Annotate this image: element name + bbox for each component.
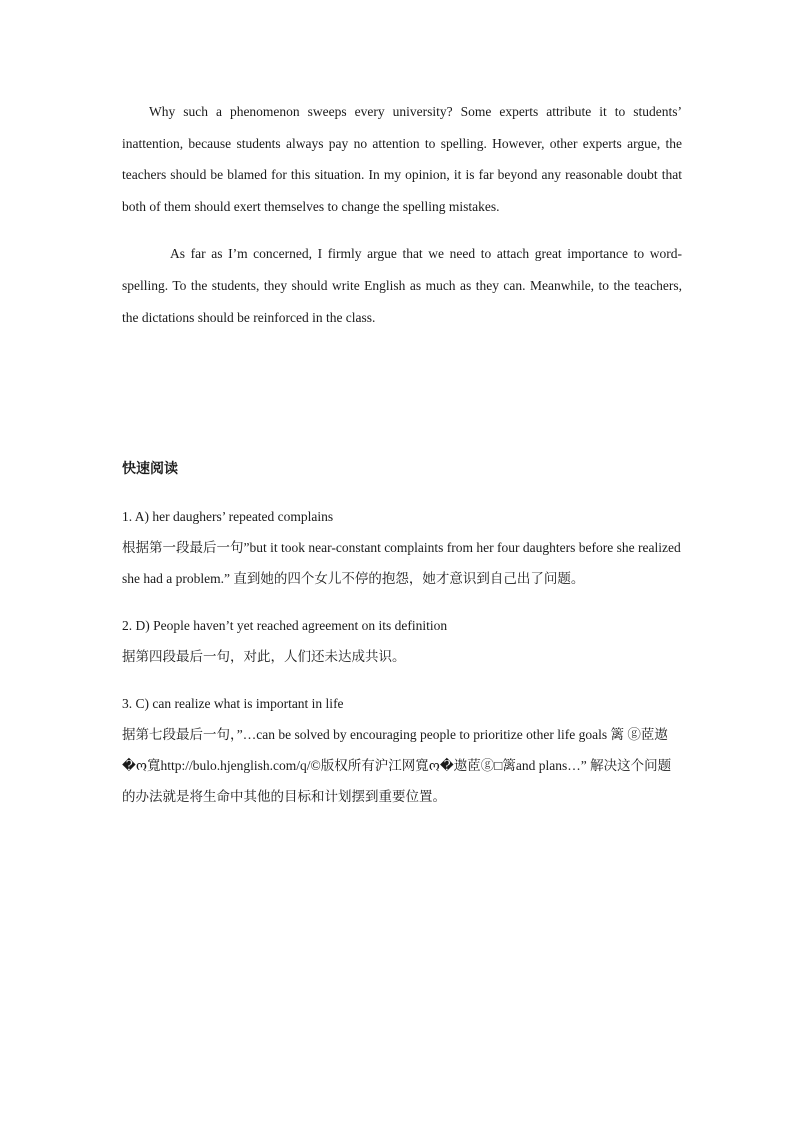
answer-explanation: 根据第一段最后一句”but it took near-constant complaints from her four daughters before she realized she had a problem.” 直到她的四个女儿不停的抱怨，她才意识到自己出了问题。 — [122, 540, 681, 587]
answer-explanation: 据第四段最后一句，对此，人们还未达成共识。 — [122, 649, 406, 665]
answer-item-3 — [122, 688, 682, 812]
answer-item-2 — [122, 610, 682, 672]
answer-explanation: 据第七段最后一句，”…can be solved by encouraging people to prioritize other life goals 篱 ⓖ茝遨�ო寬http://bulo.hjenglish.com/q/©版权所有沪江网寬ო�遨茝ⓖ□篱and plans…” 解决这个问题的办法就是将生命中其他的目标和计划摆到重要位置。 — [122, 727, 672, 805]
answer-line: 3. C) can realize what is important in life — [122, 696, 344, 712]
answer-line: 2. D) People haven’t yet reached agreement on its definition — [122, 618, 448, 634]
essay-paragraph-1: Why such a phenomenon sweeps every university? Some experts attribute it to students’ inattention, because students always pay no attention to spelling. However, other experts argue, the teachers should be blamed for this situation. In my opinion, it is far beyond any reasonable doubt that both of them should exert themselves to change the spelling mistakes. — [122, 104, 682, 214]
section-heading: 快速阅读 — [122, 461, 178, 478]
answer-item-1 — [122, 501, 682, 594]
document-page — [122, 96, 682, 828]
answer-line: 1. A) her daughers’ repeated complains — [122, 509, 334, 525]
essay-paragraph-2: As far as I’m concerned, I firmly argue that we need to attach great importance to word-spelling. To the students, they should write English as much as they can. Meanwhile, to the teachers, the dictations should be reinforced in the class. — [122, 246, 682, 325]
